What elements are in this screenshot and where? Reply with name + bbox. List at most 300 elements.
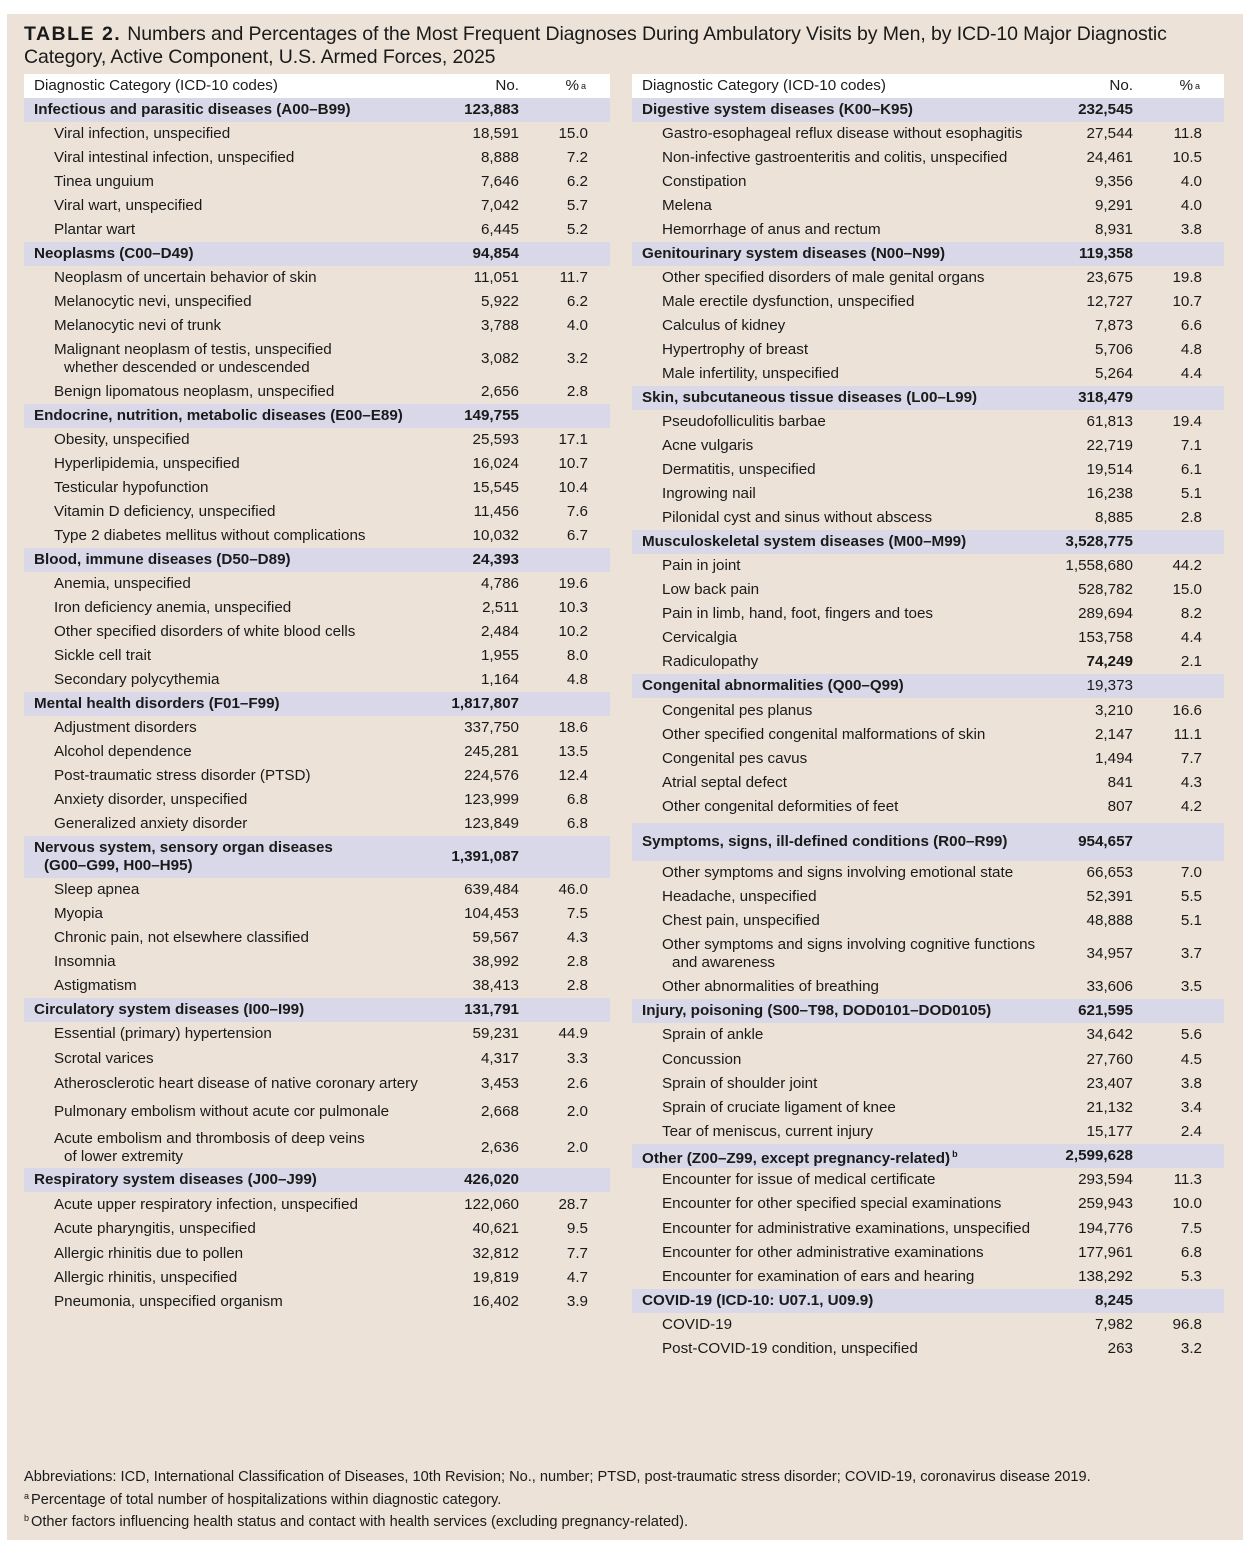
diagnosis-row (24, 122, 610, 146)
label-line-1: Tear of meniscus, current injury (662, 1123, 874, 1140)
percent-cell: 7.1 (1180, 437, 1202, 454)
count-cell: 3,210 (1094, 701, 1133, 719)
label-text (662, 317, 785, 335)
label-line-1: COVID-19 (ICD-10: U07.1, U09.9) (642, 1292, 874, 1309)
count-cell: 38,992 (472, 953, 519, 970)
label-text (662, 1195, 1001, 1213)
diagnosis-row (24, 1192, 610, 1217)
diagnosis-row (632, 314, 1224, 338)
label-line-1: Cervicalgia (662, 629, 738, 646)
percent-cell: 10.5 (1172, 149, 1202, 166)
label-line-1: Melanocytic nevi of trunk (54, 317, 222, 334)
label-text (662, 912, 820, 930)
header-pct: % a (1179, 77, 1200, 94)
label-line-1: Radiculopathy (662, 653, 759, 670)
percent-cell: 7.0 (1180, 864, 1202, 881)
count-cell: 194,776 (1078, 1219, 1133, 1237)
count-cell: 48,888 (1086, 912, 1133, 929)
diagnosis-row (632, 410, 1224, 434)
label-line-1: Iron deficiency anemia, unspecified (54, 599, 292, 616)
percent-cell: 46.0 (558, 881, 588, 898)
count-cell: 27,760 (1086, 1050, 1133, 1068)
diagnosis-row (632, 482, 1224, 506)
label-line-1: Secondary polycythemia (54, 671, 220, 688)
label-line-1: COVID-19 (662, 1316, 733, 1333)
category-row (24, 404, 610, 428)
category-row (24, 548, 610, 572)
diagnosis-row (632, 602, 1224, 626)
label-text (54, 383, 334, 401)
diagnosis-row (24, 338, 610, 380)
label-text (662, 1099, 896, 1117)
label-line-1: Calculus of kidney (662, 317, 786, 334)
count-cell: 123,849 (464, 815, 519, 832)
count-cell: 18,591 (472, 125, 519, 142)
count-cell: 1,817,807 (451, 695, 519, 712)
label-text (54, 719, 197, 737)
diagnosis-row (632, 170, 1224, 194)
count-cell: 59,567 (472, 929, 519, 946)
label-text (642, 1002, 991, 1020)
label-text (54, 671, 219, 689)
label-text (662, 1220, 1030, 1238)
label-line-1: Chest pain, unspecified (662, 912, 820, 929)
count-cell: 123,999 (464, 791, 519, 808)
label-line-1: Allergic rhinitis, unspecified (54, 1269, 238, 1286)
label-text (642, 245, 945, 263)
percent-cell: 3.3 (566, 1049, 588, 1067)
table-number: TABLE 2. (24, 23, 122, 45)
count-cell: 8,245 (1094, 1292, 1133, 1309)
percent-cell: 3.7 (1180, 945, 1202, 962)
count-cell: 6,445 (480, 221, 519, 238)
count-cell: 16,238 (1086, 485, 1133, 502)
label-line-1: Myopia (54, 905, 103, 922)
percent-cell: 10.3 (558, 599, 588, 616)
label-text (54, 929, 309, 947)
diagnosis-row (632, 933, 1224, 975)
count-cell: 1,391,087 (451, 848, 519, 865)
label-text (34, 245, 194, 263)
count-cell: 10,032 (472, 527, 519, 544)
label-line-1: Atherosclerotic heart disease of native coronary artery (54, 1075, 418, 1092)
label-line-1: Other specified disorders of male genital organs (662, 269, 985, 286)
diagnosis-row (24, 902, 610, 926)
label-text (54, 221, 135, 239)
label-text (662, 557, 741, 575)
diagnosis-row (632, 909, 1224, 933)
diagnosis-row (632, 1120, 1224, 1144)
percent-cell: 6.8 (566, 815, 588, 832)
label-line-1: Anxiety disorder, unspecified (54, 791, 248, 808)
diagnosis-row (24, 644, 610, 668)
percent-cell: 18.6 (558, 719, 588, 736)
label-line-1: Nervous system, sensory organ diseases (34, 839, 333, 856)
label-line-1: Hypertrophy of breast (662, 341, 809, 358)
count-cell: 24,461 (1086, 149, 1133, 166)
count-cell: 38,413 (472, 977, 519, 994)
percent-cell: 28.7 (558, 1195, 588, 1213)
diagnosis-row (24, 170, 610, 194)
percent-cell: 19.4 (1172, 413, 1202, 430)
diagnosis-row (24, 950, 610, 974)
label-text (34, 407, 403, 425)
percent-cell: 5.6 (1180, 1026, 1202, 1043)
diagnosis-row (632, 795, 1224, 819)
percent-cell: 19.6 (558, 575, 588, 592)
percent-cell: 2.4 (1180, 1123, 1202, 1140)
percent-cell: 7.2 (566, 149, 588, 166)
label-text (662, 1075, 817, 1093)
label-text (662, 726, 985, 744)
percent-cell: 7.5 (1180, 1219, 1202, 1237)
diagnosis-row (632, 1313, 1224, 1337)
count-cell: 2,484 (480, 623, 519, 640)
label-line-1: Pneumonia, unspecified organism (54, 1293, 283, 1310)
count-cell: 2,636 (480, 1138, 519, 1156)
diagnosis-row (632, 362, 1224, 386)
count-cell: 34,642 (1086, 1026, 1133, 1043)
label-text (54, 431, 190, 449)
percent-cell: 2.6 (566, 1075, 588, 1092)
label-line-1: Pulmonary embolism without acute cor pulmonale (54, 1103, 390, 1120)
label-text (54, 1075, 418, 1093)
diagnosis-row (24, 620, 610, 644)
diagnosis-row (632, 122, 1224, 146)
category-row (24, 836, 610, 878)
percent-cell: 2.8 (1180, 509, 1202, 526)
count-cell: 5,706 (1094, 341, 1133, 358)
diagnosis-row (24, 740, 610, 764)
label-text (662, 269, 984, 287)
label-text (54, 149, 294, 167)
label-text (54, 269, 317, 287)
percent-cell: 7.7 (1180, 750, 1202, 767)
footnote-marker: b (952, 1148, 958, 1159)
diagnosis-row (632, 861, 1224, 885)
diagnosis-row (24, 1241, 610, 1266)
label-line-1: Chronic pain, not elsewhere classified (54, 929, 309, 946)
count-cell: 8,931 (1094, 221, 1133, 238)
label-line-1: Adjustment disorders (54, 719, 197, 736)
count-cell: 61,813 (1086, 413, 1133, 430)
percent-cell: 6.1 (1180, 461, 1202, 478)
category-row (632, 386, 1224, 410)
label-line-1: Post-COVID-19 condition, unspecified (662, 1340, 918, 1357)
label-line-1: Acne vulgaris (662, 437, 754, 454)
percent-cell: 19.8 (1172, 269, 1202, 286)
category-row (632, 98, 1224, 122)
label-text (54, 455, 240, 473)
diagnosis-row (24, 1217, 610, 1241)
diagnosis-row (632, 458, 1224, 482)
count-cell: 34,957 (1086, 945, 1133, 962)
percent-cell: 2.0 (566, 1103, 588, 1120)
label-line-1: Infectious and parasitic diseases (A00–B99) (34, 101, 351, 118)
count-cell: 23,675 (1086, 269, 1133, 286)
label-text (54, 743, 192, 761)
count-cell: 8,885 (1094, 509, 1133, 526)
count-cell: 4,786 (480, 575, 519, 592)
percent-cell: 7.6 (566, 503, 588, 520)
diagnosis-row (24, 266, 610, 290)
percent-cell: 2.0 (566, 1138, 588, 1156)
percent-cell: 4.0 (1180, 173, 1202, 190)
footnote-b: $^b$ Other factors influencing health status and contact with health services (excluding pregnancy-related). (24, 1513, 689, 1530)
label-text (54, 767, 311, 785)
percent-cell: 6.8 (566, 791, 588, 808)
column-header (24, 74, 610, 98)
label-text (34, 101, 351, 119)
diagnosis-row (24, 1290, 610, 1314)
diagnosis-row (632, 1096, 1224, 1120)
count-cell: 807 (1107, 798, 1133, 815)
count-cell: 259,943 (1078, 1195, 1133, 1212)
label-line-1: Symptoms, signs, ill-defined conditions (R00–R99) (642, 833, 1008, 850)
percent-cell: 4.7 (566, 1269, 588, 1286)
label-line-1: Atrial septal defect (662, 774, 787, 791)
diagnosis-row (24, 1071, 610, 1097)
count-cell: 1,955 (480, 647, 519, 664)
percent-cell: 6.6 (1180, 317, 1202, 334)
count-cell: 9,356 (1094, 173, 1133, 190)
label-text (662, 173, 746, 191)
label-line-1: Viral intestinal infection, unspecified (54, 149, 295, 166)
count-cell: 2,147 (1094, 726, 1133, 743)
label-line-1: Congenital abnormalities (Q00–Q99) (642, 677, 904, 694)
percent-cell: 17.1 (558, 431, 588, 448)
percent-cell: 9.5 (566, 1220, 588, 1237)
count-cell: 337,750 (464, 719, 519, 736)
label-line-1: Other (Z00–Z99, except pregnancy-related) (642, 1149, 951, 1167)
percent-cell: 5.3 (1180, 1268, 1202, 1285)
label-text (54, 317, 221, 335)
label-text (662, 149, 1007, 167)
count-cell: 2,668 (480, 1103, 519, 1120)
count-cell: 149,755 (464, 407, 519, 424)
percent-cell: 6.8 (1180, 1244, 1202, 1261)
label-text (54, 503, 275, 521)
label-line-1: Other specified congenital malformations of skin (662, 726, 986, 743)
label-line-1: Generalized anxiety disorder (54, 815, 248, 832)
percent-cell: 10.7 (558, 455, 588, 472)
diagnosis-row (24, 764, 610, 788)
percent-cell: 2.8 (566, 383, 588, 400)
column-header (632, 74, 1224, 98)
label-text (662, 1051, 741, 1069)
label-text (54, 881, 139, 899)
label-line-1: Musculoskeletal system diseases (M00–M99) (642, 533, 967, 550)
category-row (632, 823, 1224, 861)
count-cell: 1,558,680 (1065, 557, 1133, 574)
count-cell: 3,788 (480, 317, 519, 334)
count-cell: 1,164 (480, 671, 519, 688)
label-line-1: Other abnormalities of breathing (662, 978, 879, 995)
label-line-2: and awareness (672, 954, 776, 971)
label-line-1: Alcohol dependence (54, 743, 192, 760)
label-text (54, 1220, 256, 1238)
label-text (662, 461, 816, 479)
percent-cell: 5.5 (1180, 888, 1202, 905)
label-line-1: Digestive system diseases (K00–K95) (642, 101, 913, 118)
label-text (662, 798, 898, 816)
label-text (54, 1196, 358, 1214)
label-text (642, 389, 977, 407)
table-title (24, 23, 1234, 69)
label-line-1: Astigmatism (54, 977, 137, 994)
count-cell: 40,621 (472, 1220, 519, 1237)
label-line-1: Acute pharyngitis, unspecified (54, 1220, 256, 1237)
count-cell: 263 (1107, 1340, 1133, 1357)
label-line-1: Encounter for other specified special examinations (662, 1195, 1002, 1212)
percent-cell: 2.8 (566, 953, 588, 970)
count-cell: 3,453 (480, 1075, 519, 1092)
label-text (34, 551, 291, 569)
percent-cell: 12.4 (558, 767, 588, 784)
diagnosis-row (24, 668, 610, 692)
count-cell: 131,791 (464, 1001, 519, 1018)
count-cell: 621,595 (1078, 1002, 1133, 1019)
diagnosis-row (632, 1047, 1224, 1072)
percent-cell: 8.2 (1180, 605, 1202, 622)
label-line-1: Injury, poisoning (S00–T98, DOD0101–DOD0105) (642, 1002, 992, 1019)
label-text (54, 479, 209, 497)
category-row (632, 999, 1224, 1023)
label-line-1: Pain in limb, hand, foot, fingers and toes (662, 605, 934, 622)
label-line-1: Essential (primary) hypertension (54, 1025, 272, 1042)
label-text (662, 221, 881, 239)
diagnosis-row (632, 885, 1224, 909)
label-text (662, 1123, 873, 1141)
diagnosis-row (632, 1216, 1224, 1241)
table-title-text: Numbers and Percentages of the Most Frequent Diagnoses During Ambulatory Visits by Men, by ICD-10 Major Diagnostic Category, Active Component, U.S. Armed Forces, 2025 (24, 23, 1167, 68)
count-cell: 7,646 (480, 173, 519, 190)
count-cell: 232,545 (1078, 101, 1133, 118)
count-cell: 104,453 (464, 905, 519, 922)
percent-cell: 13.5 (558, 743, 588, 760)
diagnosis-row (632, 290, 1224, 314)
abbreviations-note: Abbreviations: ICD, International Classification of Diseases, 10th Revision; No., number; PTSD, post-traumatic stress disorder; COVID-19, coronavirus disease 2019. (24, 1469, 1091, 1485)
percent-cell: 7.5 (566, 905, 588, 922)
count-cell: 639,484 (464, 881, 519, 898)
diagnosis-row (24, 380, 610, 404)
percent-cell: 11.3 (1173, 1171, 1202, 1188)
percent-cell: 11.7 (559, 269, 588, 286)
label-line-1: Hyperlipidemia, unspecified (54, 455, 240, 472)
label-line-2: (G00–G99, H00–H95) (44, 857, 193, 874)
count-cell: 21,132 (1086, 1099, 1133, 1116)
label-line-1: Pilonidal cyst and sinus without abscess (662, 509, 933, 526)
label-text (662, 936, 1035, 972)
percent-cell: 2.8 (566, 977, 588, 994)
label-line-1: Respiratory system diseases (J00–J99) (34, 1171, 317, 1188)
label-text (54, 623, 355, 641)
diagnosis-row (632, 1072, 1224, 1096)
percent-cell: 7.7 (566, 1244, 588, 1262)
label-text (662, 1244, 984, 1262)
count-cell: 74,249 (1086, 653, 1133, 670)
label-text (642, 677, 904, 695)
count-cell: 8,888 (480, 149, 519, 166)
percent-cell: 4.3 (566, 929, 588, 946)
count-cell: 293,594 (1078, 1171, 1133, 1188)
count-cell: 119,358 (1078, 245, 1133, 262)
label-line-1: Viral infection, unspecified (54, 125, 231, 142)
label-line-1: Vitamin D deficiency, unspecified (54, 503, 276, 520)
label-line-1: Melena (662, 197, 712, 214)
label-text (642, 1292, 873, 1310)
label-line-1: Viral wart, unspecified (54, 197, 203, 214)
count-cell: 19,514 (1086, 461, 1133, 478)
label-line-1: Constipation (662, 173, 747, 190)
label-line-2: whether descended or undescended (64, 359, 310, 376)
count-cell: 11,456 (473, 503, 519, 520)
label-text (662, 125, 1023, 143)
label-text (642, 101, 913, 119)
label-line-2: of lower extremity (64, 1147, 184, 1165)
diagnosis-row (24, 878, 610, 902)
diagnosis-row (632, 747, 1224, 771)
label-text (662, 293, 914, 311)
label-line-1: Encounter for examination of ears and hearing (662, 1268, 975, 1285)
label-line-1: Testicular hypofunction (54, 479, 209, 496)
diagnosis-row (632, 434, 1224, 458)
label-text (662, 197, 712, 215)
label-line-1: Headache, unspecified (662, 888, 817, 905)
diagnosis-row (632, 1265, 1224, 1289)
diagnosis-row (632, 1337, 1224, 1361)
label-text (662, 485, 756, 503)
label-line-1: Blood, immune diseases (D50–D89) (34, 551, 291, 568)
label-text (34, 695, 280, 713)
label-text (642, 533, 966, 551)
label-text (662, 581, 759, 599)
diagnosis-row (632, 723, 1224, 747)
label-line-1: Non-infective gastroenteritis and colitis, unspecified (662, 149, 1008, 166)
label-line-1: Insomnia (54, 953, 116, 970)
diagnosis-row (632, 506, 1224, 530)
label-line-1: Plantar wart (54, 221, 136, 238)
label-line-1: Allergic rhinitis due to pollen (54, 1244, 244, 1262)
label-text (662, 774, 787, 792)
diagnosis-row (632, 338, 1224, 362)
diagnosis-row (632, 554, 1224, 578)
label-line-1: Obesity, unspecified (54, 431, 190, 448)
count-cell: 153,758 (1078, 629, 1133, 646)
label-text (54, 341, 332, 377)
diagnosis-row (24, 572, 610, 596)
diagnosis-row (24, 476, 610, 500)
percent-cell: 5.1 (1180, 912, 1202, 929)
label-line-1: Dermatitis, unspecified (662, 461, 816, 478)
header-no: No. (1109, 77, 1133, 94)
label-text (54, 293, 252, 311)
percent-cell: 10.0 (1172, 1195, 1202, 1212)
diagnosis-row (24, 596, 610, 620)
label-text (54, 791, 247, 809)
label-text (662, 341, 808, 359)
count-cell: 123,883 (464, 101, 519, 118)
diagnosis-row (24, 926, 610, 950)
count-cell: 245,281 (464, 743, 519, 760)
diagnosis-row (24, 452, 610, 476)
label-text (662, 750, 807, 768)
percent-cell: 5.1 (1180, 485, 1202, 502)
label-text (54, 197, 202, 215)
label-text (662, 1316, 732, 1334)
category-row (24, 692, 610, 716)
count-cell: 3,082 (480, 350, 519, 367)
